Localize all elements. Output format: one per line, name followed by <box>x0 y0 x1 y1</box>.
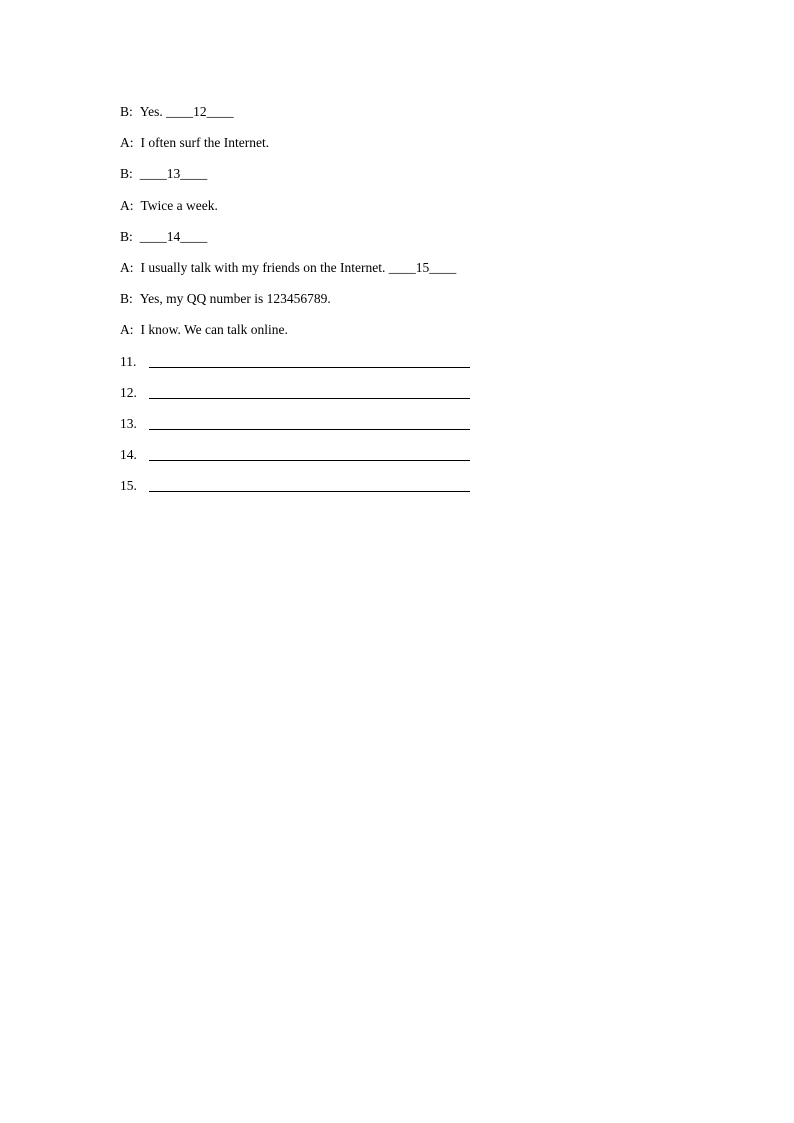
dialogue-exercise <box>120 102 540 507</box>
answer-number: 14. <box>120 447 137 463</box>
speaker-label: B: <box>120 291 133 307</box>
speaker-label: B: <box>120 228 133 244</box>
answer-blank[interactable] <box>149 398 470 399</box>
dialogue-line <box>120 227 540 258</box>
answer-blank[interactable] <box>149 491 470 492</box>
dialogue-line <box>120 258 540 289</box>
dialogue-text: I know. We can talk online. <box>140 322 288 338</box>
speaker-label: B: <box>120 104 133 119</box>
dialogue-text: ____14____ <box>139 228 208 244</box>
answer-blank[interactable] <box>149 367 470 368</box>
answer-number: 15. <box>120 478 137 494</box>
dialogue-text: Yes, my QQ number is 123456789. <box>139 291 331 307</box>
answer-line <box>120 383 540 414</box>
dialogue-line <box>120 196 540 227</box>
dialogue-text: I often surf the Internet. <box>140 135 270 151</box>
answer-blank[interactable] <box>149 429 470 430</box>
dialogue-line <box>120 133 540 164</box>
dialogue-line <box>120 289 540 320</box>
answer-line <box>120 476 540 507</box>
dialogue-line <box>120 102 540 133</box>
dialogue-line <box>120 320 540 351</box>
speaker-label: A: <box>120 259 134 275</box>
speaker-label: A: <box>120 322 134 338</box>
dialogue-text: I usually talk with my friends on the Internet. ____15____ <box>140 259 457 275</box>
speaker-label: B: <box>120 166 133 182</box>
answer-line <box>120 352 540 383</box>
dialogue-text: Yes. ____12____ <box>139 104 234 119</box>
dialogue-text: ____13____ <box>139 166 208 182</box>
dialogue-line <box>120 164 540 195</box>
speaker-label: A: <box>120 197 134 213</box>
answer-number: 11. <box>120 353 137 369</box>
answer-line <box>120 445 540 476</box>
answer-number: 12. <box>120 384 137 400</box>
speaker-label: A: <box>120 135 134 151</box>
answer-line <box>120 414 540 445</box>
answer-blank[interactable] <box>149 460 470 461</box>
dialogue-text: Twice a week. <box>140 197 218 213</box>
answer-number: 13. <box>120 415 137 431</box>
